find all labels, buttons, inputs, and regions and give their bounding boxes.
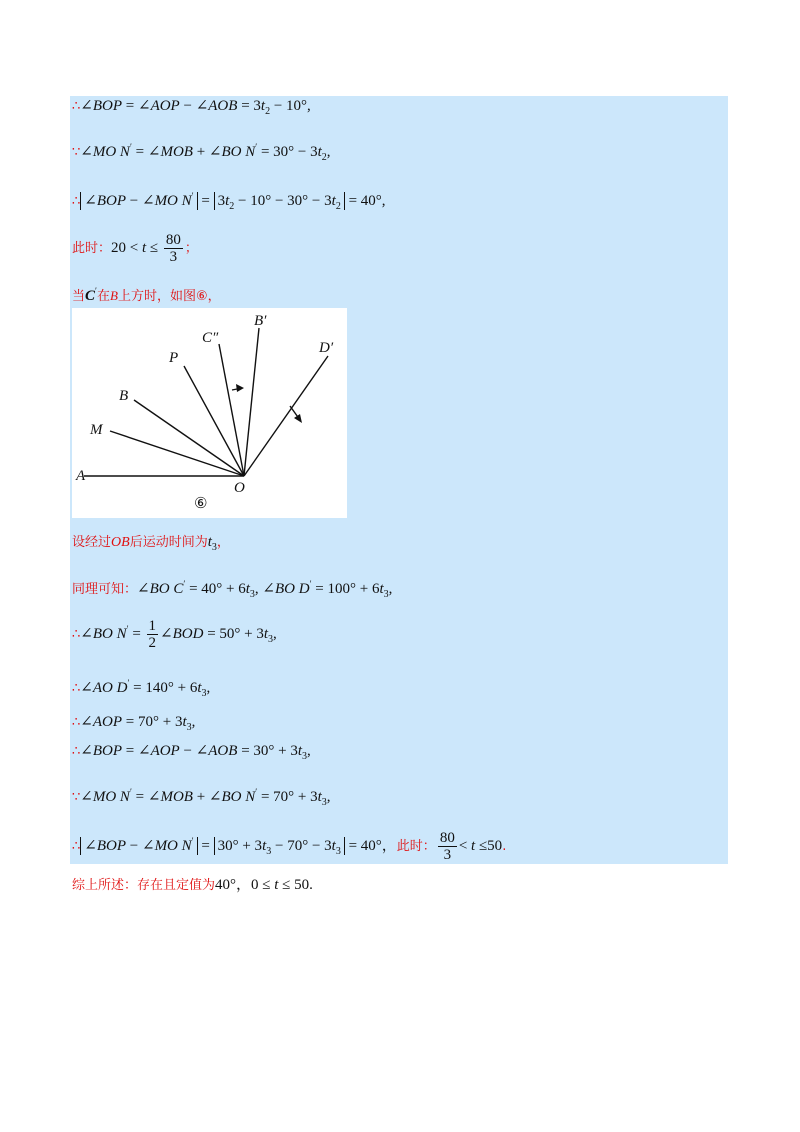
solution-line-9: ∴∠AO $D' = 140^\circ + 6t_3$, — [72, 678, 211, 699]
ray-OB — [134, 400, 244, 476]
label-O: O — [234, 480, 245, 496]
geometry-figure-6 — [72, 308, 347, 518]
solution-line-8: ∴∠BO N′ = $\frac{1}{2}$ ∠BOD = $50^\circ + 3t_3$, — [72, 618, 277, 651]
label-B: B — [119, 388, 129, 404]
label-D-prime: D′ — [319, 340, 334, 356]
ray-OBp — [244, 328, 259, 476]
label-C: C″ — [202, 330, 219, 346]
solution-conclusion: 综上所述：存在且定值为40°，0 ≤ t ≤ 50. — [72, 877, 313, 893]
arrow-head-1 — [236, 384, 244, 392]
solution-line-7: 同理可知：∠BO $C' = 40^\circ + 6t_3$, ∠BO $D' = 100^\circ + 6t_3$, — [72, 579, 393, 600]
ray-OC — [219, 344, 244, 476]
solution-line-3: ∴ ∠BOP − ∠MO $N' = 3t_2 - 10^\circ - 30^\circ - 3t_2 = 40^\circ$, — [72, 191, 386, 212]
solution-line-2: ∵∠MO N′ = ∠MOB + ∠BO $N' = 30^\circ - 3t_2$, — [72, 142, 331, 163]
label-M: M — [90, 422, 103, 438]
solution-line-6: 设经过OB后运动时间为$t_3$， — [72, 534, 230, 553]
label-P: P — [169, 350, 179, 366]
solution-line-12: ∵∠MO N′ = ∠MOB + ∠BO $N' = 70^\circ + 3t_3$, — [72, 787, 331, 808]
solution-line-11: ∴∠BOP = ∠AOP − ∠AOB = $30^\circ + 3t_3$, — [72, 743, 311, 762]
solution-line-10: ∴∠AOP = $70^\circ + 3t_3$, — [72, 714, 196, 733]
label-B-prime: B′ — [254, 313, 267, 329]
arrow-head-2 — [294, 414, 302, 423]
figure-caption: ⑥ — [194, 494, 208, 512]
solution-line-13: ∴ ∠BOP − ∠MO $N' = 30^\circ + 3t_3 - 70^\circ - 3t_3 = 40^\circ$，此时： $\frac{80}{3}$ < t ≤50. — [72, 830, 507, 863]
solution-line-5: 当C′在B上方时，如图⑥， — [72, 286, 221, 304]
ray-ODp — [244, 356, 328, 476]
rays-diagram — [72, 308, 347, 518]
solution-line-4: 此时：20 < t ≤ $\frac{80}{3}$ ； — [72, 232, 198, 265]
solution-line-1: ∴∠BOP = ∠AOP − ∠AOB = $3t_2 - 10^\circ$, — [72, 98, 311, 117]
label-A: A — [76, 468, 86, 484]
